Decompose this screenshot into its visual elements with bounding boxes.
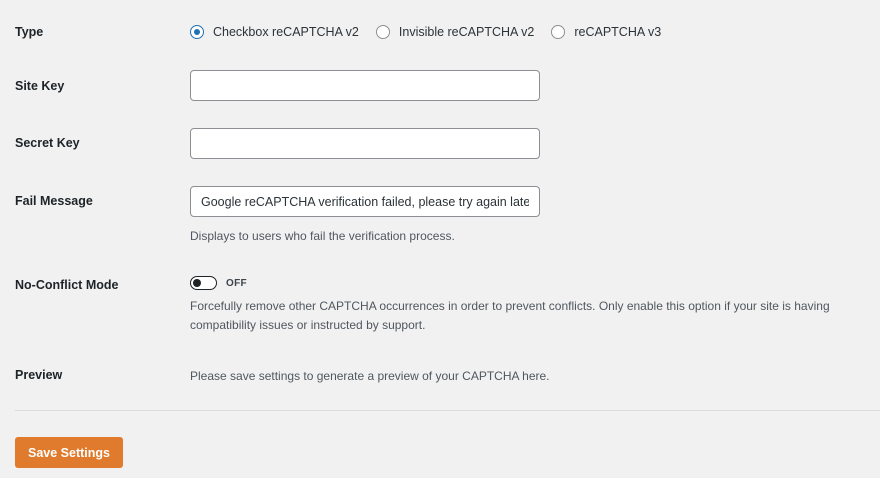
site-key-input[interactable]	[190, 70, 540, 101]
radio-unchecked-icon[interactable]	[551, 25, 565, 39]
toggle-state-label: OFF	[226, 277, 247, 289]
secret-key-label: Secret Key	[15, 136, 80, 150]
divider	[15, 410, 880, 411]
fail-message-label: Fail Message	[15, 194, 93, 208]
no-conflict-description	[190, 297, 880, 335]
radio-checked-icon[interactable]	[190, 25, 204, 39]
fail-message-input[interactable]	[190, 186, 540, 217]
preview-label: Preview	[15, 368, 63, 382]
secret-key-input[interactable]	[190, 128, 540, 159]
radio-checkbox-recaptcha-v2[interactable]	[190, 25, 359, 39]
no-conflict-toggle-wrap	[190, 276, 247, 290]
radio-label: reCAPTCHA v3	[574, 25, 662, 39]
radio-label: Invisible reCAPTCHA v2	[398, 25, 535, 39]
radio-recaptcha-v3[interactable]	[551, 25, 661, 39]
radio-label: Checkbox reCAPTCHA v2	[213, 25, 359, 39]
type-radio-group	[190, 25, 678, 39]
radio-unchecked-icon[interactable]	[376, 25, 390, 39]
type-label: Type	[15, 25, 44, 39]
radio-invisible-recaptcha-v2[interactable]	[376, 25, 534, 39]
save-settings-button[interactable]: Save Settings	[15, 437, 123, 468]
no-conflict-label: No-Conflict Mode	[15, 278, 119, 292]
fail-message-description: Displays to users who fail the verification process.	[190, 229, 455, 243]
no-conflict-toggle[interactable]	[190, 276, 217, 290]
preview-text: Please save settings to generate a preview of your CAPTCHA here.	[190, 369, 550, 383]
no-conflict-description-line1: Forcefully remove other CAPTCHA occurrences in order to prevent conflicts. Only enable this option if your site is having	[190, 299, 830, 313]
no-conflict-description-line2: compatibility issues or instructed by support.	[190, 318, 426, 332]
site-key-label: Site Key	[15, 79, 65, 93]
